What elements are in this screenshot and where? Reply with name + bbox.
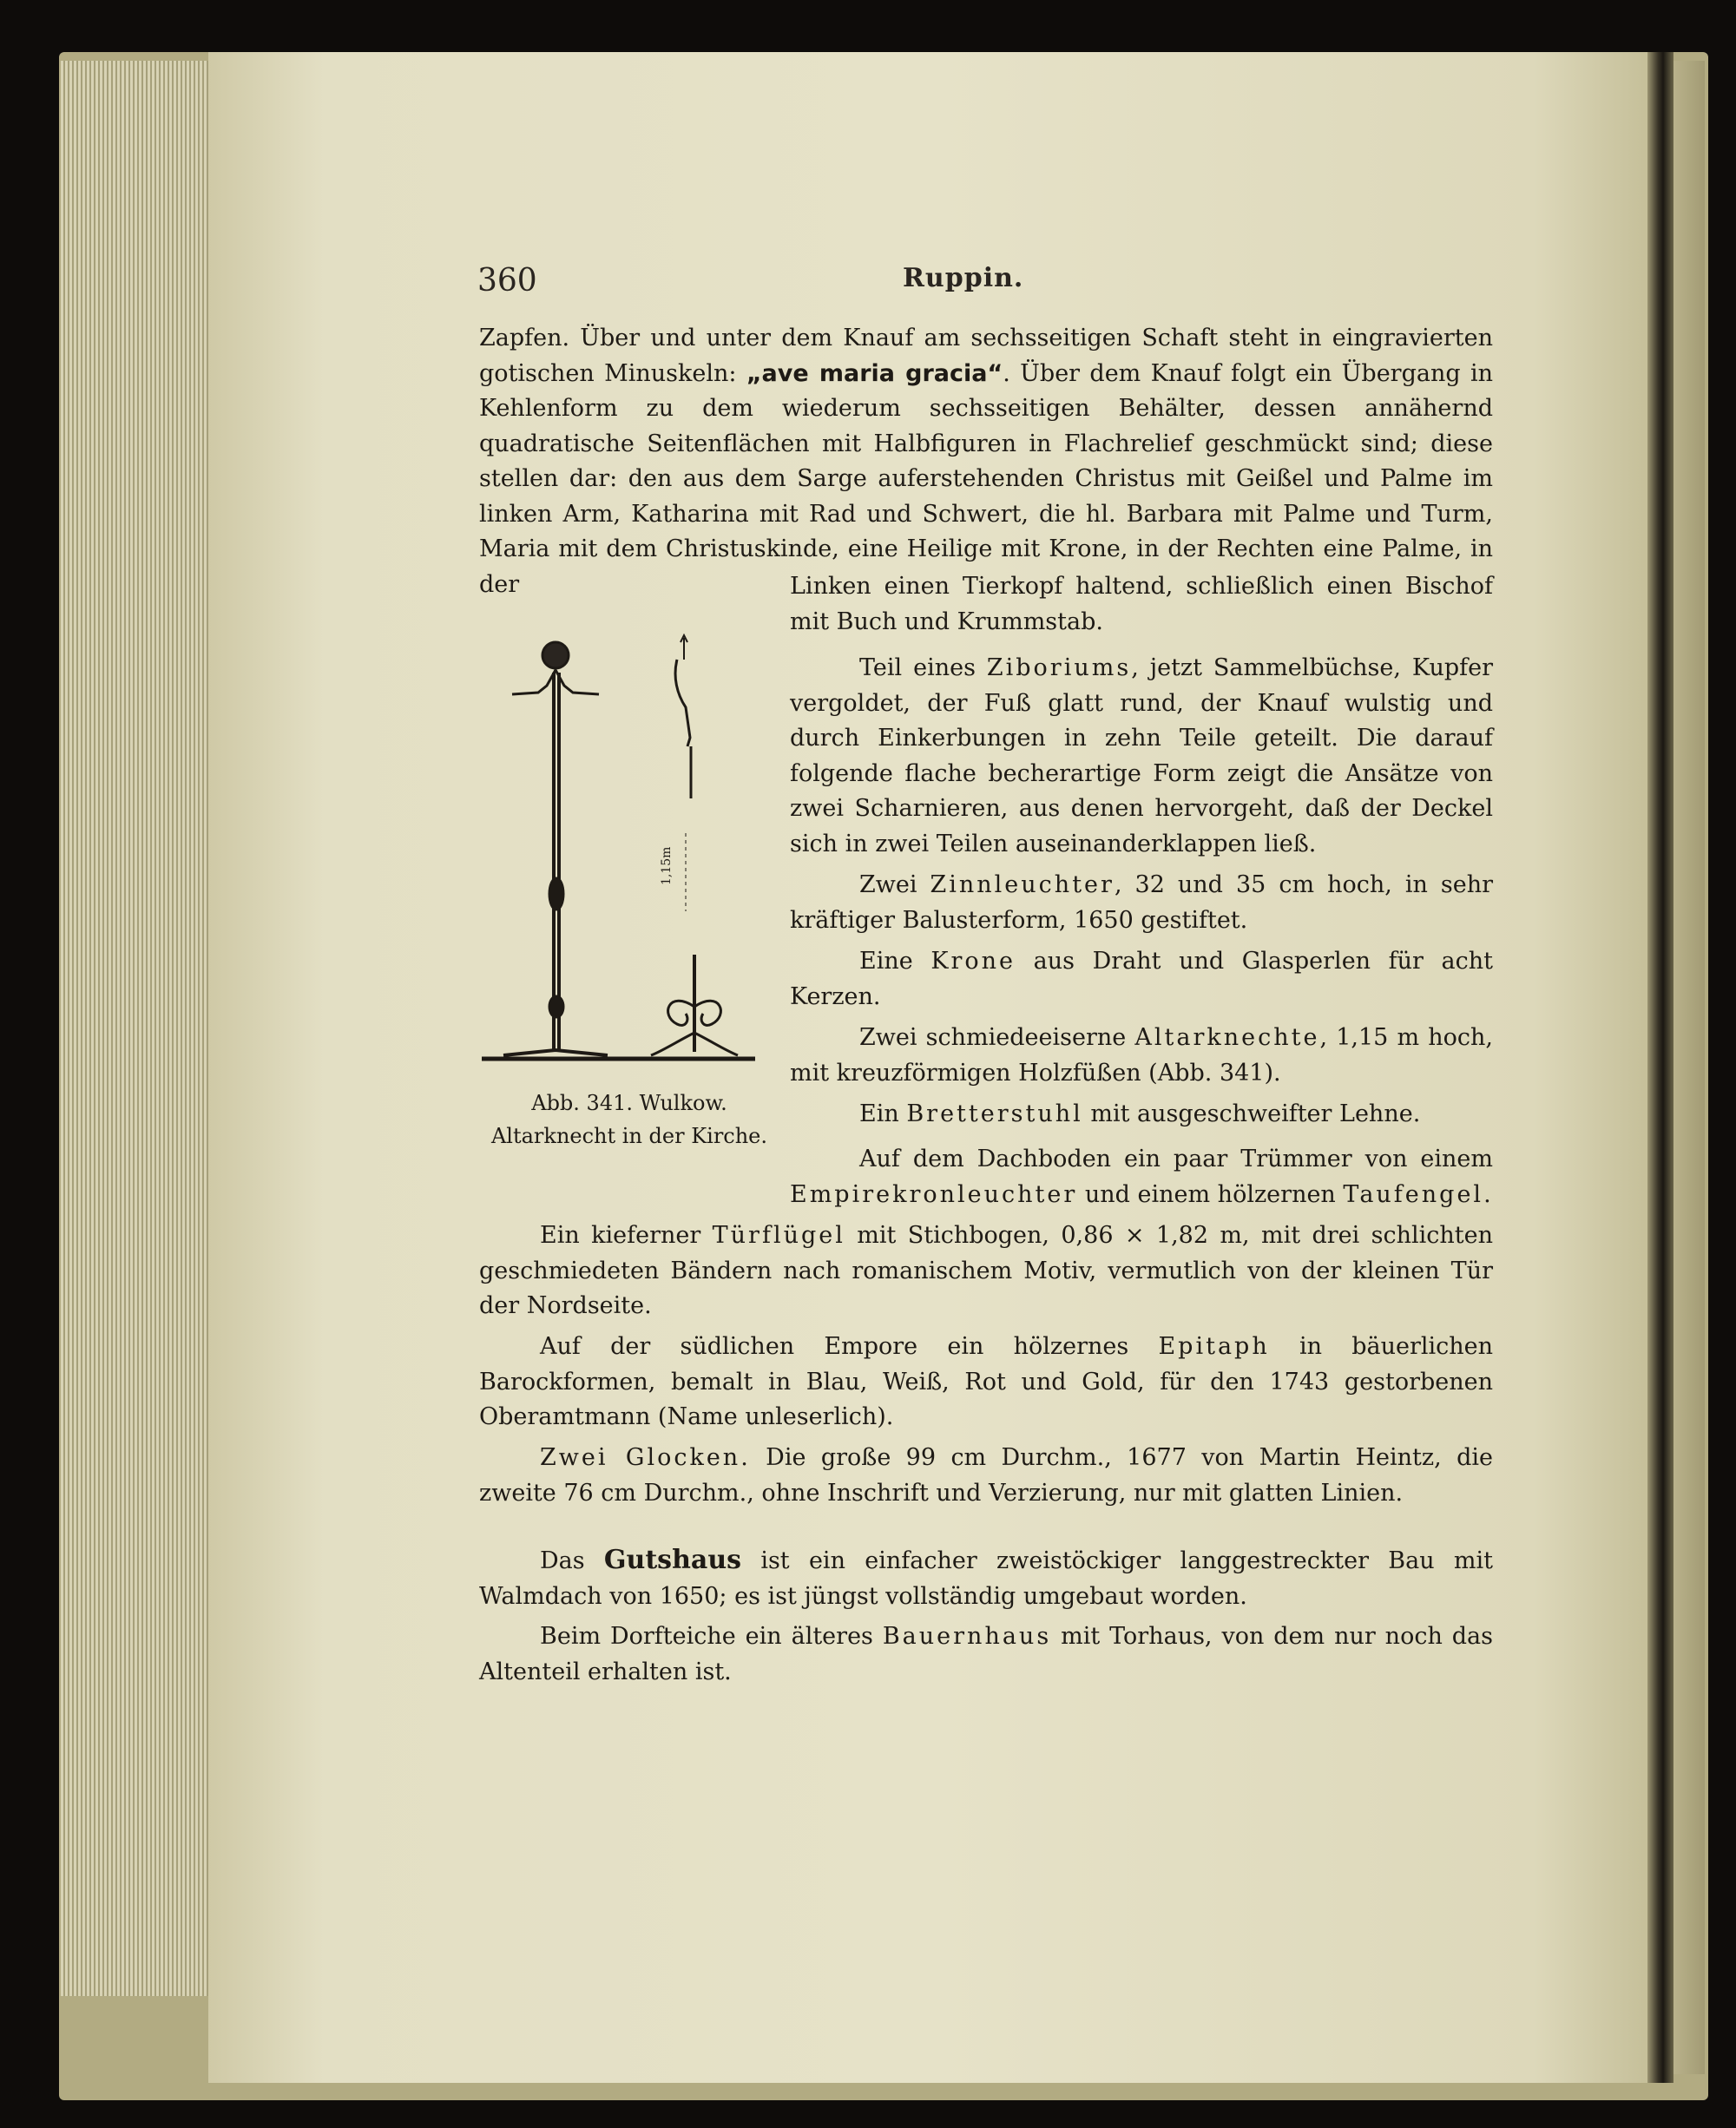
paragraph-continuation: Linken einen Tierkopf haltend, schließlich einen Bischof mit Buch und Krummstab. <box>790 573 1493 635</box>
term-bretterstuhl: Bretterstuhl <box>906 1100 1083 1127</box>
candle-knob <box>542 642 569 668</box>
paragraph-zapfen <box>479 321 1493 602</box>
paragraph-tuerfluegel: Ein kieferner Türflügel mit Stichbogen, 0,86 × 1,82 m, mit drei schlichten geschmiedeten Bändern nach romanischem Motiv, vermutlich von der kleinen Tür der Nordseite. <box>479 1222 1493 1319</box>
book-gutter <box>1647 52 1674 2083</box>
running-title: Ruppin. <box>903 263 1024 293</box>
term-altarknechte: Altarknechte <box>1134 1024 1320 1051</box>
paragraph-epitaph: Auf der südlichen Empore ein hölzernes Epitaph in bäuerlichen Barockformen, bemalt in Blau, Weiß, Rot und Gold, für den 1743 gestorbenen Oberamtmann (Name unleserlich). <box>479 1333 1494 1430</box>
paragraph-text: Zapfen. Über und unter dem Knauf am sechsseitigen Schaft steht in eingravierten gotischen Minuskeln: <box>479 325 1493 387</box>
term-empirekronleuchter: Empirekronleuchter <box>790 1180 1078 1208</box>
paragraph-krone: Eine Krone aus Draht und Glasperlen für acht Kerzen. <box>790 948 1494 1010</box>
term-krone: Krone <box>930 948 1016 975</box>
term-ziborium: Ziboriums <box>986 654 1132 681</box>
term-epitaph: Epitaph <box>1158 1333 1270 1360</box>
term-taufengel: Taufengel <box>1343 1180 1484 1208</box>
paragraph-text: . Über dem Knauf folgt ein Übergang in Kehlenform zu dem wiederum sechsseitigen Behälter, dessen annähernd quadratische Seitenflächen mit Halbfiguren in Flachrelief geschmückt sind; diese stellen dar: den aus dem Sarge auferstehenden Christus mit Geißel und Palme im linken Arm, Katharina mit Rad und Schwert, die hl. Barbara mit Palme und Turm, Maria mit dem Christuskinde, eine Heilige mit Krone, in der Rechten eine Palme, in der <box>479 359 1493 598</box>
paragraph-dachboden: Auf dem Dachboden ein paar Trümmer von einem Empirekronleuchter und einem hölzernen Taufengel. <box>790 1146 1493 1208</box>
page-stack-edges <box>61 61 217 1996</box>
term-glocken: Zwei Glocken. <box>540 1444 751 1471</box>
paragraph-zinnleuchter: Zwei Zinnleuchter, 32 und 35 cm hoch, in sehr kräftiger Balusterform, 1650 gestiftet. <box>790 871 1493 934</box>
paragraph-altarknechte: Zwei schmiedeeiserne Altarknechte, 1,15 m hoch, mit kreuzförmigen Holzfüßen (Abb. 341). <box>790 1024 1493 1087</box>
figure-altarknecht <box>477 625 773 1085</box>
side-top <box>675 660 690 746</box>
term-gutshaus: Gutshaus <box>603 1545 742 1575</box>
figure-caption-text: Altarknecht in der Kirche. <box>490 1124 768 1148</box>
paragraph-ziborium: Teil eines Ziboriums, jetzt Sammelbüchse, Kupfer vergoldet, der Fuß glatt rund, der Knauf wulstig und durch Einkerbungen in zehn Teile geteilt. Die darauf folgende flache becherartige Form zeigt die Ansätze von zwei Scharnieren, aus denen hervorgeht, daß der Deckel sich in zwei Teilen auseinanderklappen ließ. <box>790 654 1494 857</box>
figure-caption-number: Abb. 341. Wulkow. <box>531 1091 727 1115</box>
paragraph-bretterstuhl: Ein Bretterstuhl mit ausgeschweifter Lehne. <box>859 1100 1421 1127</box>
term-bauernhaus: Bauernhaus <box>882 1623 1052 1650</box>
facing-page-edge <box>1674 61 1705 2074</box>
term-zinnleuchter: Zinnleuchter <box>930 871 1115 898</box>
term-tuerfluegel: Türflügel <box>712 1222 845 1249</box>
paragraph-gutshaus: Das Gutshaus ist ein einfacher zweistöckiger langgestreckter Bau mit Walmdach von 1650; es ist jüngst vollständig umgebaut worden. <box>479 1545 1493 1610</box>
inscription-text: „ave maria gracia“ <box>746 359 1003 387</box>
paragraph-glocken: Zwei Glocken. Die große 99 cm Durchm., 1677 von Martin Heintz, die zweite 76 cm Durchm., ohne Inschrift und Verzierung, nur mit glatten Linien. <box>479 1444 1493 1507</box>
dimension-label: 1,15m <box>660 846 674 885</box>
page-number: 360 <box>477 263 537 299</box>
paragraph-bauernhaus: Beim Dorfteiche ein älteres Bauernhaus mit Torhaus, von dem nur noch das Altenteil erhalten ist. <box>479 1623 1493 1685</box>
